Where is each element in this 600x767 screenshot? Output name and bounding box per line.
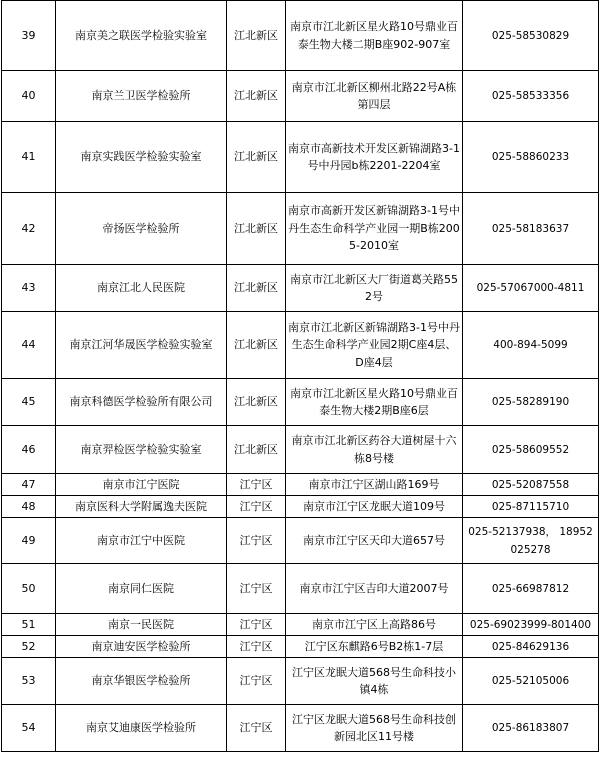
- institution-name: 南京市江宁医院: [56, 474, 227, 496]
- district: 江宁区: [227, 705, 286, 752]
- address: 南京市江北新区星火路10号鼎业百泰生物大楼二期B座902-907室: [286, 1, 463, 71]
- row-number: 52: [2, 636, 56, 658]
- institution-name: 南京江河华晟医学检验实验室: [56, 312, 227, 379]
- address: 南京市江北新区药谷大道树屋十六栋8号楼: [286, 426, 463, 474]
- phone: 025-69023999-801400: [463, 614, 599, 636]
- phone: 025-57067000-4811: [463, 265, 599, 312]
- district: 江宁区: [227, 614, 286, 636]
- address: 江宁区龙眠大道568号生命科技小镇4栋: [286, 658, 463, 705]
- institution-name: 帝扬医学检验所: [56, 193, 227, 265]
- row-number: 41: [2, 122, 56, 193]
- district: 江北新区: [227, 193, 286, 265]
- table-row: [2, 265, 599, 312]
- phone: 025-52105006: [463, 658, 599, 705]
- institution-name: 南京一民医院: [56, 614, 227, 636]
- row-number: 51: [2, 614, 56, 636]
- institution-name: 南京科德医学检验所有限公司: [56, 379, 227, 426]
- address: 南京市江宁区天印大道657号: [286, 518, 463, 564]
- address: 南京市高新开发区新锦湖路3-1号中丹生态生命科学产业园一期B栋2005-2010室: [286, 193, 463, 265]
- phone: 025-52137938， 18952025278: [463, 518, 599, 564]
- district: 江北新区: [227, 426, 286, 474]
- institution-name: 南京兰卫医学检验所: [56, 71, 227, 122]
- district: 江宁区: [227, 636, 286, 658]
- table-row: [2, 1, 599, 71]
- row-number: 53: [2, 658, 56, 705]
- institution-name: 南京实践医学检验实验室: [56, 122, 227, 193]
- institution-name: 南京同仁医院: [56, 564, 227, 614]
- table-row: [2, 636, 599, 658]
- table-row: [2, 193, 599, 265]
- institution-name: 南京市江宁中医院: [56, 518, 227, 564]
- institution-name: 南京江北人民医院: [56, 265, 227, 312]
- row-number: 46: [2, 426, 56, 474]
- phone: 025-58609552: [463, 426, 599, 474]
- district: 江宁区: [227, 564, 286, 614]
- row-number: 43: [2, 265, 56, 312]
- row-number: 39: [2, 1, 56, 71]
- row-number: 40: [2, 71, 56, 122]
- table-body: [2, 1, 599, 752]
- table-row: [2, 71, 599, 122]
- row-number: 49: [2, 518, 56, 564]
- row-number: 44: [2, 312, 56, 379]
- phone: 025-86183807: [463, 705, 599, 752]
- address: 南京市高新技术开发区新锦湖路3-1号中丹园b栋2201-2204室: [286, 122, 463, 193]
- district: 江宁区: [227, 518, 286, 564]
- district: 江宁区: [227, 496, 286, 518]
- phone: 025-52087558: [463, 474, 599, 496]
- table-row: [2, 705, 599, 752]
- table-row: [2, 518, 599, 564]
- row-number: 50: [2, 564, 56, 614]
- address: 南京市江宁区上高路86号: [286, 614, 463, 636]
- table-row: [2, 312, 599, 379]
- table-row: [2, 614, 599, 636]
- phone: 025-66987812: [463, 564, 599, 614]
- address: 南京市江宁区龙眠大道109号: [286, 496, 463, 518]
- institution-name: 南京羿检医学检验实验室: [56, 426, 227, 474]
- phone: 025-58183637: [463, 193, 599, 265]
- phone: 025-87115710: [463, 496, 599, 518]
- phone: 025-58860233: [463, 122, 599, 193]
- address: 南京市江北新区大厂街道葛关路552号: [286, 265, 463, 312]
- lab-table: [1, 0, 599, 752]
- address: 南京市江宁区吉印大道2007号: [286, 564, 463, 614]
- row-number: 47: [2, 474, 56, 496]
- phone: 025-84629136: [463, 636, 599, 658]
- table-row: [2, 426, 599, 474]
- district: 江宁区: [227, 658, 286, 705]
- address: 南京市江北新区新锦湖路3-1号中丹生态生命科学产业园2期C座4层、D座4层: [286, 312, 463, 379]
- address: 南京市江宁区湖山路169号: [286, 474, 463, 496]
- phone: 025-58533356: [463, 71, 599, 122]
- institution-name: 南京医科大学附属逸夫医院: [56, 496, 227, 518]
- district: 江北新区: [227, 379, 286, 426]
- row-number: 48: [2, 496, 56, 518]
- district: 江北新区: [227, 265, 286, 312]
- phone: 025-58530829: [463, 1, 599, 71]
- institution-name: 南京美之联医学检验实验室: [56, 1, 227, 71]
- address: 南京市江北新区柳州北路22号A栋第四层: [286, 71, 463, 122]
- phone: 025-58289190: [463, 379, 599, 426]
- phone: 400-894-5099: [463, 312, 599, 379]
- district: 江北新区: [227, 1, 286, 71]
- district: 江北新区: [227, 312, 286, 379]
- row-number: 45: [2, 379, 56, 426]
- row-number: 42: [2, 193, 56, 265]
- table-row: [2, 564, 599, 614]
- institution-name: 南京迪安医学检验所: [56, 636, 227, 658]
- district: 江宁区: [227, 474, 286, 496]
- institution-name: 南京华银医学检验所: [56, 658, 227, 705]
- table-row: [2, 658, 599, 705]
- row-number: 54: [2, 705, 56, 752]
- table-row: [2, 496, 599, 518]
- table-row: [2, 122, 599, 193]
- address: 江宁区龙眠大道568号生命科技创新园北区11号楼: [286, 705, 463, 752]
- address: 江宁区东麒路6号B2栋1-7层: [286, 636, 463, 658]
- address: 南京市江北新区星火路10号鼎业百泰生物大楼2期B座6层: [286, 379, 463, 426]
- district: 江北新区: [227, 122, 286, 193]
- table-row: [2, 474, 599, 496]
- table-row: [2, 379, 599, 426]
- institution-name: 南京艾迪康医学检验所: [56, 705, 227, 752]
- district: 江北新区: [227, 71, 286, 122]
